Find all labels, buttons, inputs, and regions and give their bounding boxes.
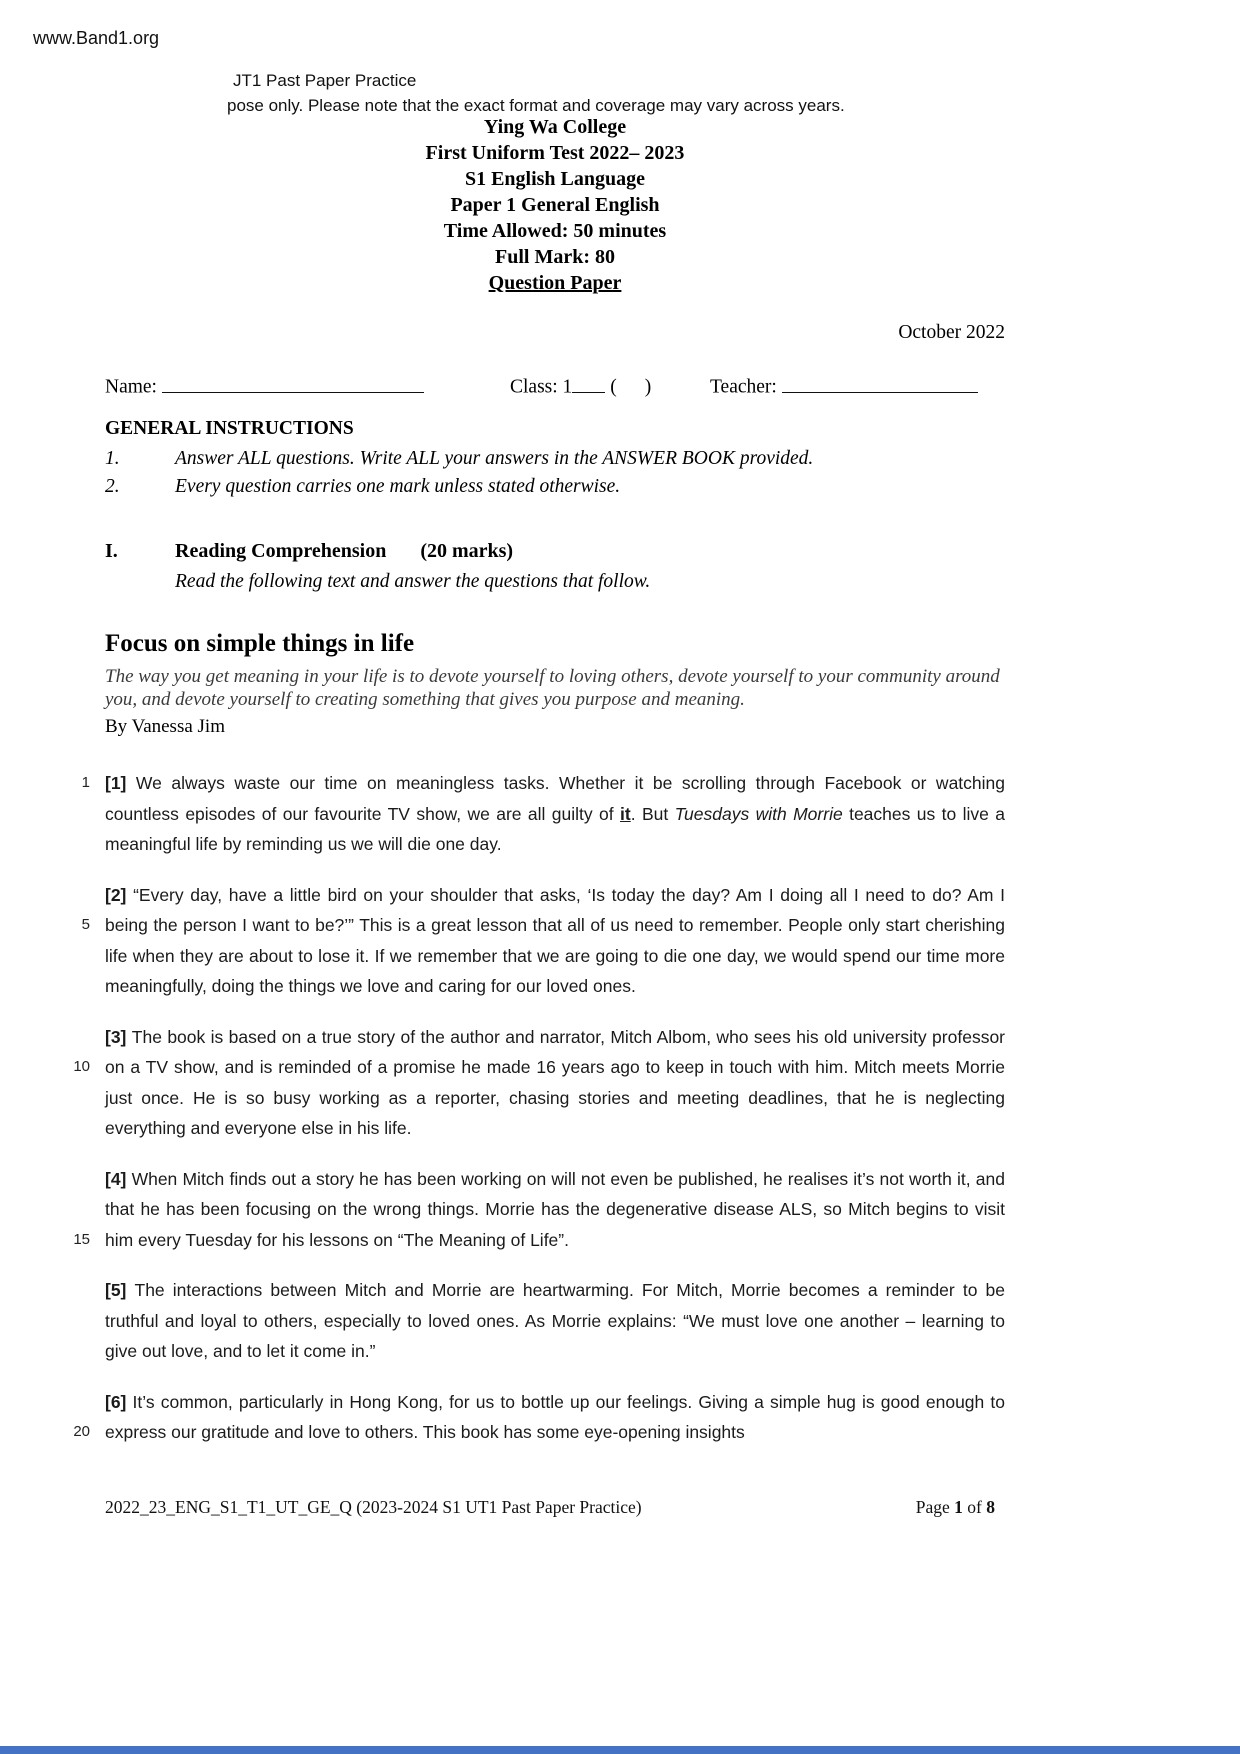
page-footer [105,1497,995,1518]
instructions-heading: GENERAL INSTRUCTIONS [105,418,354,439]
text-segment: [4] [105,1168,132,1189]
name-label: Name: [105,376,157,398]
section-heading [105,540,1005,563]
instruction-text: Every question carries one mark unless stated otherwise. [175,476,621,497]
text-segment: teaches us to live a meaningful life by reminding us we will die one day. [105,803,1005,854]
exam-title-line: Full Mark: 80 [495,246,615,268]
name-field [105,372,424,399]
bottom-blue-bar [0,1746,1240,1754]
article-paragraph [105,1275,1005,1367]
article-title: Focus on simple things in life [105,630,415,657]
instruction-number: 2. [105,476,120,497]
teacher-field [710,372,978,399]
question-paper-title: Question Paper [488,272,622,294]
text-segment: [6] [105,1391,133,1412]
watermark-line: pose only. Please note that the exact format and coverage may vary across years. [227,96,845,115]
article-body [73,768,1006,1468]
paren-open: ( [610,376,617,398]
text-segment: [3] [105,1026,132,1047]
exam-title-line: S1 English Language [464,168,646,190]
exam-title-line: Time Allowed: 50 minutes [443,220,667,242]
exam-title-line: Paper 1 General English [450,194,660,216]
text-segment: The interactions between Mitch and Morrie are heartwarming. For Mitch, Morrie becomes a reminder to be truthful and loyal to others, especially to loved ones. As Morrie explains: “We must love one another – learning to give out love, and to let it come in.” [105,1280,1006,1361]
exam-title-line: First Uniform Test 2022– 2023 [425,142,685,164]
article-paragraph [73,1022,1005,1144]
section-reading-comprehension [105,540,1005,593]
site-url: www.Band1.org [33,28,160,48]
class-blank [572,372,605,393]
text-segment: . But [630,803,675,824]
section-numeral: I. [105,540,118,562]
article-paragraph [81,768,1006,860]
text-segment: it [620,803,631,824]
text-segment: It’s common, particularly in Hong Kong, for us to bottle up our feelings. Giving a simple hug is good enough to express our gratitude and love to others. This book has some eye-opening insights [105,1391,1006,1442]
section-subtitle: Read the following text and answer the questions that follow. [175,571,651,592]
text-segment: Tuesdays with Morrie [674,803,843,824]
text-segment: [1] [105,773,136,793]
exam-date: October 2022 [898,322,1005,343]
instruction-text: Answer ALL questions. Write ALL your answers in the ANSWER BOOK provided. [175,448,814,469]
student-info-row [105,372,1005,406]
watermark [227,68,845,118]
margin-line-number: 1 [81,774,90,791]
article-subtitle: The way you get meaning in your life is to devote yourself to loving others, devote yourself to your community around you, and devote yourself to creating something that gives you purpose and meaning. [105,666,1000,710]
margin-line-number: 10 [73,1058,90,1075]
section-title: Reading Comprehension [175,540,387,562]
instruction-item [105,473,1005,501]
watermark-line: JT1 Past Paper Practice [233,71,417,90]
section-marks: (20 marks) [420,540,514,562]
text-segment: We always waste our time on meaningless tasks. Whether it be scrolling through Facebook or watching countless episodes of our favourite TV show, we are all guilty of [105,773,1006,824]
margin-line-number: 5 [81,916,90,933]
footer-of-label: of [962,1497,987,1517]
exam-title-block [105,114,1005,296]
article-header [105,630,1005,738]
footer-page-label: Page [915,1497,955,1517]
text-segment: “Every day, have a little bird on your shoulder that asks, ‘Is today the day? Am I doing all I need to do? Am I being the person I want to be?’” This is a great lesson that all of us need to remember. People only start cherishing life when they are about to lose it. If we remember that we are going to die one day, we would spend our time more meaningfully, doing the things we love and caring for our loved ones. [105,884,1005,996]
footer-page-number [916,1497,995,1518]
exam-title-line: Ying Wa College [483,116,627,138]
class-label: Class: 1 [510,376,573,398]
footer-page-total: 8 [986,1497,995,1517]
name-blank [162,372,424,393]
text-segment: [5] [105,1280,135,1300]
margin-line-number: 20 [73,1423,90,1440]
instruction-item [105,445,1005,473]
article-paragraph [73,1164,1005,1256]
general-instructions [105,418,1005,501]
teacher-label: Teacher: [710,376,777,398]
article-byline: By Vanessa Jim [105,716,225,737]
article-paragraph [73,1387,1006,1448]
teacher-blank [782,372,978,393]
article-paragraph [81,880,1005,1002]
class-field [510,372,651,399]
margin-line-number: 15 [73,1230,90,1248]
footer-page-num: 1 [954,1497,963,1517]
footer-document-id: 2022_23_ENG_S1_T1_UT_GE_Q (2023-2024 S1 UT1 Past Paper Practice) [105,1497,642,1517]
text-segment: When Mitch finds out a story he has been working on will not even be published, he realises it’s not worth it, and that he has been focusing on the wrong things. Morrie has the degenerative disease ALS, so Mitch begins to visit him every Tuesday for his lessons on “The Meaning of Life”. [105,1168,1005,1250]
instruction-number: 1. [105,448,120,469]
paren-close: ) [644,376,652,398]
text-segment: [2] [105,884,134,905]
text-segment: The book is based on a true story of the author and narrator, Mitch Albom, who sees his old university professor on a TV show, and is reminded of a promise he made 16 years ago to keep in touch with him. Mitch meets Morrie just once. He is so busy working as a reporter, chasing stories and meeting deadlines, that he is neglecting everything and everyone else in his life. [105,1026,1005,1138]
